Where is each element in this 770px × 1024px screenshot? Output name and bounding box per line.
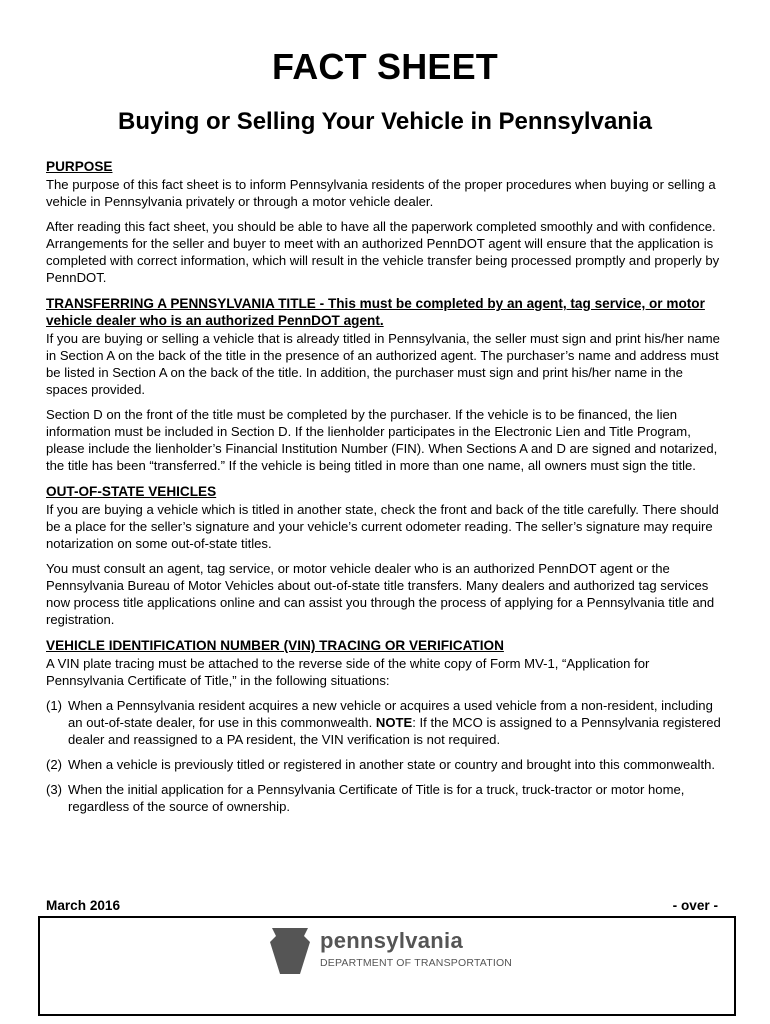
note-label: NOTE [375,715,413,730]
note-text: : If the MCO is assigned to a Pennsylvania registered dealer and reassigned to a PA resident, the VIN verification is not required. [68,715,721,747]
list-number: (1) [46,698,63,713]
list-text: When a vehicle is previously titled or registered in another state or country and brought into this commonwealth. [68,757,716,772]
document-body [46,158,726,823]
list-text: When the initial application for a Pennsylvania Certificate of Title is for a truck, truck-tractor or motor home, regardless of the source of ownership. [68,782,685,814]
purpose-paragraph: After reading this fact sheet, you should be able to have all the paperwork completed smoothly and with confidence. Arrangements for the seller and buyer to meet with an authorized PennDOT agent will ensure that the application is completed with correct information, which will result in the vehicle transfer being processed promptly and properly by PennDOT. [46,219,720,285]
list-item [46,756,726,773]
out-of-state-paragraph: You must consult an agent, tag service, or motor vehicle dealer who is an authorized PennDOT agent or the Pennsylvania Bureau of Motor Vehicles about out-of-state title transfers. Many dealers and authorized tag services now process title applications online and can assist you through the process of applying for a Pennsylvania title and registration. [46,561,715,627]
purpose-heading: PURPOSE [46,159,113,174]
vin-situations-list [46,697,726,815]
list-number: (3) [46,782,63,797]
transfer-section [46,295,726,474]
list-item [46,697,726,748]
logo-department-name: DEPARTMENT OF TRANSPORTATION [320,957,513,969]
list-number: (2) [46,757,63,772]
out-of-state-heading: OUT-OF-STATE VEHICLES [46,484,217,499]
logo-box [38,916,736,1016]
out-of-state-paragraph: If you are buying a vehicle which is titled in another state, check the front and back of the title carefully. There should be a place for the seller’s signature and your vehicle’s current odometer reading. The seller’s signature may require notarization on some out-of-state titles. [46,502,719,551]
keystone-icon [268,926,312,976]
purpose-paragraph: The purpose of this fact sheet is to inform Pennsylvania residents of the proper procedures when buying or selling a vehicle in Pennsylvania privately or through a motor vehicle dealer. [46,177,716,209]
logo-state-name: pennsylvania [320,928,463,953]
purpose-section [46,158,726,286]
page-title: FACT SHEET [271,46,498,87]
list-text: When a Pennsylvania resident acquires a new vehicle or acquires a used vehicle from a non-resident, including an out-of-state dealer, for use in this commonwealth. [68,698,713,730]
footer-over-label: - over - [672,898,718,913]
transfer-paragraph: If you are buying or selling a vehicle that is already titled in Pennsylvania, the seller must sign and print his/her name in Section A on the back of the title in the presence of an authorized agent. The purchaser’s name and address must be listed in Section A on the back of the title. In addition, the purchaser must sign and print his/her name in the spaces provided. [46,331,720,397]
footer-date: March 2016 [46,898,121,913]
vin-heading: VEHICLE IDENTIFICATION NUMBER (VIN) TRACING OR VERIFICATION [46,638,504,653]
vin-section [46,637,726,815]
page-subtitle: Buying or Selling Your Vehicle in Pennsylvania [118,108,652,135]
list-item [46,781,726,815]
out-of-state-section [46,483,726,628]
vin-intro: A VIN plate tracing must be attached to the reverse side of the white copy of Form MV-1, “Application for Pennsylvania Certificate of Title,” in the following situations: [46,656,650,688]
transfer-paragraph: Section D on the front of the title must be completed by the purchaser. If the vehicle is to be financed, the lien information must be included in Section D. If the lienholder participates in the Electronic Lien and Title Program, please include the lienholder’s Financial Institution Number (FIN). When Sections A and D are signed and notarized, the title has been “transferred.” If the vehicle is being titled in more than one name, all owners must sign the title. [46,407,718,473]
transfer-heading: TRANSFERRING A PENNSYLVANIA TITLE - This must be completed by an agent, tag service, or motor vehicle dealer who is an authorized PennDOT agent. [46,296,705,328]
